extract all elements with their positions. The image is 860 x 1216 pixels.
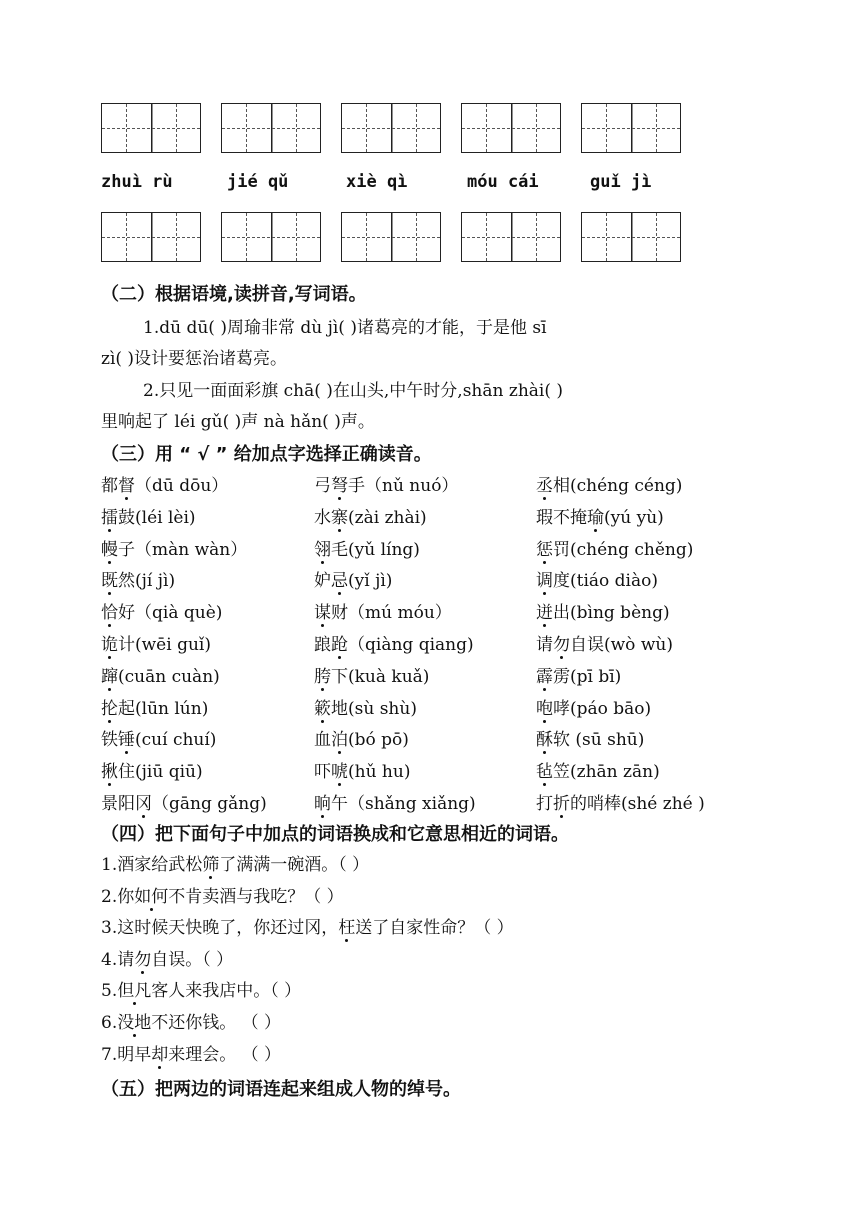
item-text: 出(bìng bèng): [553, 603, 670, 624]
pronunciation-item: [314, 662, 429, 687]
section-3-heading: （三）用 “ √ ” 给加点字选择正确读音。: [101, 444, 432, 465]
pronunciation-item: [314, 630, 474, 655]
dotted-character: 勿: [553, 630, 570, 655]
writing-box[interactable]: [101, 103, 201, 153]
item-text: 哮(páo bāo): [553, 698, 652, 719]
pronunciation-item: [536, 662, 621, 687]
item-text: (bó pō): [348, 730, 409, 751]
item-text: 软 (sū shū): [553, 730, 645, 751]
dotted-character: 揪: [101, 757, 118, 782]
pronunciation-item: [101, 725, 216, 750]
section-5-heading: （五）把两边的词语连起来组成人物的绰号。: [101, 1079, 461, 1100]
item-text: 铁: [101, 730, 118, 751]
item-text: 财（mú móu）: [331, 603, 452, 624]
pronunciation-item: [536, 503, 664, 528]
dotted-character: 寨: [331, 503, 348, 528]
item-text: 6.: [101, 1013, 118, 1033]
synonym-item: [101, 882, 344, 907]
dotted-character: 没地: [117, 1008, 151, 1033]
writing-box[interactable]: [101, 212, 201, 262]
dotted-character: 跄: [331, 630, 348, 655]
item-text: 4.请: [101, 949, 135, 970]
pronunciation-item: [536, 598, 670, 623]
dotted-character: 晌: [314, 789, 331, 814]
dotted-character: 弩: [331, 471, 348, 496]
pronunciation-item: [101, 662, 220, 687]
item-text: （gāng gǎng): [152, 794, 267, 814]
pronunciation-item: [314, 789, 476, 814]
dotted-character: 调: [536, 566, 553, 591]
item-text: 景阳: [101, 794, 135, 814]
item-text: 妒: [314, 571, 331, 592]
dotted-character: 瑜: [587, 503, 604, 528]
item-text: 不还你钱。 （ ）: [151, 1013, 282, 1033]
item-text: (yú yù): [604, 507, 664, 528]
item-text: (cuí chuí): [135, 730, 217, 751]
pinyin-label: zhuì rù: [101, 172, 173, 192]
dotted-character: 冈: [135, 789, 152, 814]
synonym-item: [101, 1008, 281, 1033]
pronunciation-item: [101, 694, 208, 719]
dotted-character: 但凡: [117, 976, 151, 1001]
item-text: 3.这时候天快晚了，你还过冈，: [101, 918, 339, 939]
synonym-item: [101, 976, 301, 1001]
pronunciation-item: [314, 598, 452, 623]
dotted-character: 谋: [314, 598, 331, 623]
dotted-character: 丞: [536, 471, 553, 496]
dotted-character: 抡: [101, 694, 118, 719]
dotted-character: 折: [553, 789, 570, 814]
item-text: (cuān cuàn): [118, 666, 220, 687]
writing-box[interactable]: [461, 103, 561, 153]
item-text: 手（nǔ nuó）: [348, 476, 459, 496]
item-text: 弓: [314, 476, 331, 496]
dotted-character: 酥: [536, 725, 553, 750]
item-text: （qiàng qiang): [348, 635, 474, 655]
item-text: 水: [314, 507, 331, 528]
item-text: (yǐ jì): [348, 571, 393, 592]
writing-box[interactable]: [581, 103, 681, 153]
item-text: 鼓(léi lèi): [118, 507, 196, 528]
pinyin-label: xiè qì: [346, 172, 408, 192]
pronunciation-item: [536, 630, 673, 655]
item-text: 踉: [314, 635, 331, 655]
dotted-character: 簌: [314, 694, 331, 719]
dotted-character: 毡: [536, 757, 553, 782]
writing-box[interactable]: [341, 103, 441, 153]
item-text: 然(jí jì): [118, 571, 176, 592]
pronunciation-item: [101, 471, 228, 496]
pronunciation-item: [314, 757, 410, 782]
synonym-item: [101, 913, 514, 938]
item-text: 度(tiáo diào): [553, 571, 658, 592]
item-text: 客人来我店中。（ ）: [151, 981, 302, 1002]
item-text: 笠(zhān zān): [553, 762, 660, 783]
writing-box[interactable]: [221, 212, 321, 262]
item-text: 自误。（ ）: [151, 949, 234, 970]
writing-box[interactable]: [581, 212, 681, 262]
item-text: 好（qià què): [118, 603, 223, 624]
item-text: 7.明早: [101, 1044, 152, 1065]
item-text: 雳(pī bī): [553, 666, 622, 687]
writing-box[interactable]: [341, 212, 441, 262]
dotted-character: 如何: [134, 882, 168, 907]
dotted-character: 唬: [331, 757, 348, 782]
dotted-character: 惩: [536, 535, 553, 560]
dotted-character: 筛: [202, 850, 219, 875]
item-text: 子（màn wàn）: [118, 539, 248, 560]
pinyin-label: móu cái: [467, 172, 539, 192]
item-text: 午（shǎng xiǎng): [331, 794, 476, 814]
item-text: 请: [536, 635, 553, 655]
item-text: (zài zhài): [348, 507, 427, 528]
item-text: 地(sù shù): [331, 698, 417, 719]
item-text: 住(jiū qiū): [118, 762, 203, 783]
dotted-character: 翎: [314, 535, 331, 560]
dotted-character: 幔: [101, 535, 118, 560]
pronunciation-item: [314, 471, 458, 496]
writing-box[interactable]: [221, 103, 321, 153]
item-text: 下(kuà kuǎ): [331, 666, 430, 687]
item-text: 血: [314, 730, 331, 751]
pronunciation-item: [101, 630, 211, 655]
dotted-character: 泊: [331, 725, 348, 750]
pronunciation-item: [101, 503, 196, 528]
item-text: 起(lūn lún): [118, 698, 209, 719]
pronunciation-item: [314, 503, 427, 528]
pronunciation-item: [101, 535, 247, 560]
dotted-character: 迸: [536, 598, 553, 623]
pronunciation-item: [536, 694, 651, 719]
pronunciation-item: [101, 598, 222, 623]
pronunciation-item: [536, 725, 644, 750]
section-2-line: 1.dū dū( )周瑜非常 dù jì( )诸葛亮的才能，于是他 sī: [143, 318, 547, 338]
item-text: （dū dōu）: [135, 476, 229, 496]
section-2-line: 2.只见一面面彩旗 chā( )在山头,中午时分,shān zhài( ): [143, 381, 564, 401]
dotted-character: 锤: [118, 725, 135, 750]
item-text: 了满满一碗酒。（ ）: [219, 855, 370, 875]
pinyin-label: guǐ jì: [590, 172, 652, 192]
synonym-item: [101, 945, 233, 970]
dotted-character: 勿: [134, 945, 151, 970]
item-text: 吓: [314, 762, 331, 783]
writing-box[interactable]: [461, 212, 561, 262]
dotted-character: 霹: [536, 662, 553, 687]
pronunciation-item: [536, 535, 693, 560]
dotted-character: 忌: [331, 566, 348, 591]
dotted-character: 擂: [101, 503, 118, 528]
pronunciation-item: [314, 725, 409, 750]
item-text: 2.你: [101, 886, 135, 907]
dotted-character: 恰: [101, 598, 118, 623]
item-text: 相(chéng céng): [553, 476, 683, 496]
dotted-character: 却: [151, 1040, 168, 1065]
item-text: 计(wēi guǐ): [118, 635, 211, 655]
item-text: (hǔ hu): [348, 762, 411, 783]
pronunciation-item: [101, 757, 203, 782]
pronunciation-item: [536, 757, 660, 782]
section-4-heading: （四）把下面句子中加点的词语换成和它意思相近的词语。: [101, 824, 569, 845]
pronunciation-item: [536, 471, 682, 496]
item-text: 不肯卖酒与我吃？（ ）: [168, 886, 344, 907]
synonym-item: [101, 1040, 281, 1065]
section-2-line: zì( )设计要惩治诸葛亮。: [101, 349, 288, 369]
section-2-line: 里响起了 léi gǔ( )声 nà hǎn( )声。: [101, 412, 375, 432]
item-text: 来理会。 （ ）: [168, 1044, 282, 1065]
item-text: 1.酒家给武松: [101, 855, 203, 875]
item-text: 的哨棒(shé zhé ): [570, 794, 705, 814]
dotted-character: 督: [118, 471, 135, 496]
pronunciation-item: [536, 789, 705, 814]
dotted-character: 咆: [536, 694, 553, 719]
item-text: 毛(yǔ líng): [331, 539, 420, 560]
dotted-character: 蹿: [101, 662, 118, 687]
dotted-character: 既: [101, 566, 118, 591]
pronunciation-item: [314, 535, 420, 560]
item-text: 5.: [101, 981, 118, 1002]
dotted-character: 枉: [338, 913, 355, 938]
pronunciation-item: [314, 566, 392, 591]
item-text: 送了自家性命？（ ）: [355, 918, 514, 939]
synonym-item: [101, 850, 369, 875]
pronunciation-item: [101, 566, 175, 591]
pronunciation-item: [314, 694, 417, 719]
item-text: 自误(wò wù): [570, 635, 673, 655]
pronunciation-item: [101, 789, 267, 814]
pronunciation-item: [536, 566, 658, 591]
item-text: 都: [101, 476, 118, 496]
dotted-character: 诡: [101, 630, 118, 655]
item-text: 瑕不掩: [536, 507, 587, 528]
item-text: 打: [536, 794, 553, 814]
item-text: 罚(chéng chěng): [553, 539, 694, 560]
section-2-heading: （二）根据语境,读拼音,写词语。: [101, 284, 367, 305]
dotted-character: 胯: [314, 662, 331, 687]
pinyin-label: jié qǔ: [227, 172, 289, 192]
